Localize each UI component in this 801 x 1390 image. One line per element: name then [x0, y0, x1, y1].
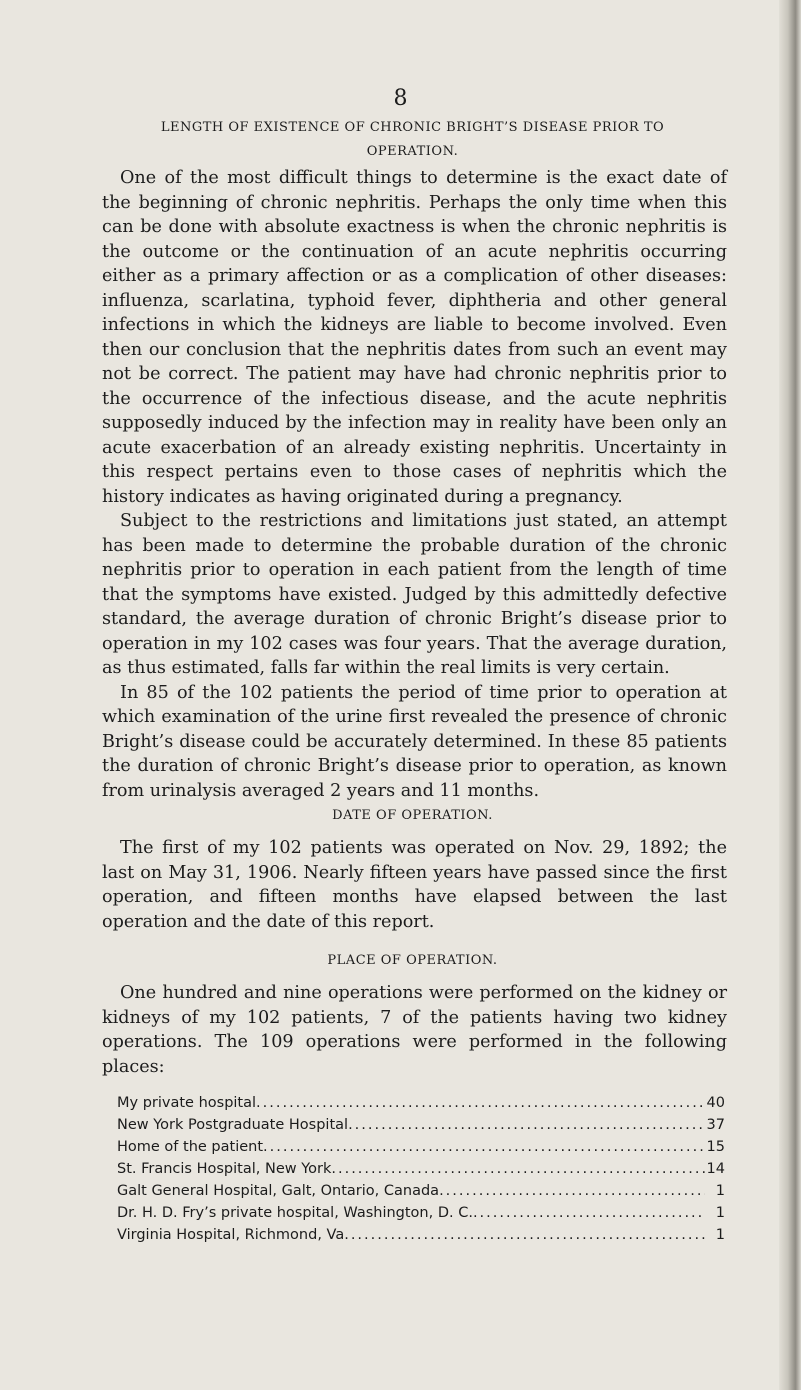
heading-line: LENGTH OF EXISTENCE OF CHRONIC BRIGHT’S DISEASE PRIOR TO	[160, 120, 665, 135]
paragraph: The first of my 102 patients was operated on Nov. 29, 1892; the last on May 31, 1906. Nearly fifteen years have passed since the first operation, and fifteen months have elapsed between the last operation and the date of this report.	[102, 838, 727, 932]
place-name: Galt General Hospital, Galt, Ontario, Canada	[117, 1183, 440, 1199]
place-name: Dr. H. D. Fry’s private hospital, Washington, D. C.	[117, 1205, 473, 1221]
paragraph: Subject to the restrictions and limitations just stated, an attempt has been made to determine the probable duration of the chronic nephritis prior to operation in each patient from the length of time that the symptoms have existed. Judged by this admittedly defective standard, the average duration of chronic Bright’s disease prior to operation in my 102 cases was four years. That the average duration, as thus estimated, falls far within the real limits is very certain.	[102, 511, 727, 678]
leader-dots	[256, 1092, 705, 1114]
list-item	[117, 1136, 725, 1158]
leader-dots	[348, 1114, 705, 1136]
section-heading-place-of-operation: PLACE OF OPERATION.	[327, 953, 498, 968]
list-item	[117, 1202, 725, 1224]
leader-dots	[439, 1180, 705, 1202]
paragraph: One hundred and nine operations were performed on the kidney or kidneys of my 102 patients, 7 of the patients having two kidney operations. The 109 operations were performed in the following places:	[102, 983, 727, 1077]
list-item	[117, 1158, 725, 1180]
place-name: St. Francis Hospital, New York	[117, 1161, 332, 1177]
place-name: My private hospital	[117, 1095, 257, 1111]
list-item	[117, 1224, 725, 1246]
list-item	[117, 1180, 725, 1202]
leader-dots	[263, 1136, 705, 1158]
place-name: Virginia Hospital, Richmond, Va	[117, 1227, 345, 1243]
section-heading-date-of-operation: DATE OF OPERATION.	[332, 808, 493, 823]
paragraph: In 85 of the 102 patients the period of time prior to operation at which examination of the urine first revealed the presence of chronic Bright’s disease could be accurately determined. In these 85 patients the duration of chronic Bright’s disease prior to operation, as known from urinalysis averaged 2 years and 11 months.	[102, 682, 727, 801]
operation-count: 40	[706, 1095, 725, 1111]
operation-count: 14	[706, 1161, 725, 1177]
operation-count: 37	[706, 1117, 725, 1133]
section-heading-length-of-existence	[100, 116, 725, 164]
place-name: Home of the patient	[117, 1139, 264, 1155]
operation-count: 1	[715, 1227, 725, 1243]
paragraph: One of the most difficult things to determine is the exact date of the beginning of chronic nephritis. Perhaps the only time when this can be done with absolute exactness is when the chronic nephritis is the outcome or the continuation of an acute nephritis occurring either as a primary affection or as a complication of other diseases: influenza, scarlatina, typhoid fever, diphtheria and other general infections in which the kidneys are liable to become involved. Even then our conclusion that the nephritis dates from such an event may not be correct. The patient may have had chronic nephritis prior to the occurrence of the infectious disease, and the acute nephritis supposedly induced by the infection may in reality have been only an acute exacerbation of an already existing nephritis. Uncertainty in this respect pertains even to those cases of nephritis which the history indicates as having originated during a pregnancy.	[102, 168, 727, 507]
heading-line: OPERATION.	[366, 144, 459, 159]
page-edge-shadow	[779, 0, 801, 1390]
leader-dots	[331, 1158, 705, 1180]
page-number: 8	[393, 86, 408, 111]
list-item	[117, 1114, 725, 1136]
places-of-operation-list	[117, 1092, 725, 1246]
section-body-place-of-operation	[102, 981, 727, 1079]
section-body-date-of-operation	[102, 836, 727, 934]
place-name: New York Postgraduate Hospital	[117, 1117, 349, 1133]
operation-count: 15	[706, 1139, 725, 1155]
list-item	[117, 1092, 725, 1114]
leader-dots	[473, 1202, 705, 1224]
operation-count: 1	[715, 1205, 725, 1221]
leader-dots	[344, 1224, 705, 1246]
operation-count: 1	[715, 1183, 725, 1199]
section-body-length-of-existence	[102, 166, 727, 803]
